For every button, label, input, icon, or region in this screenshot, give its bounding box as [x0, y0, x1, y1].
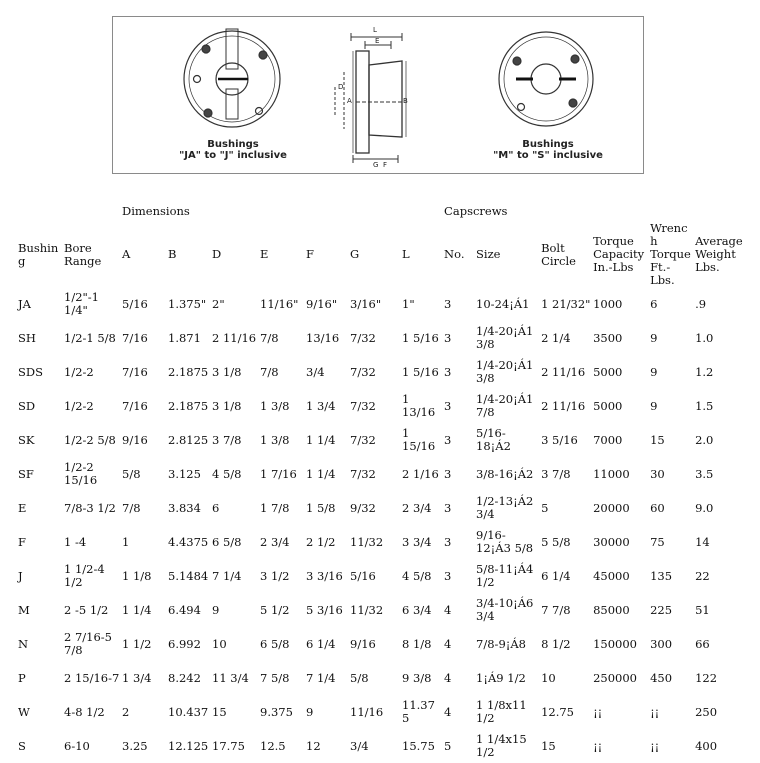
- cell-bore-range: 1 1/2-4 1/2: [64, 562, 105, 589]
- cell-size: 3/4-10¡Á6 3/4: [476, 596, 534, 623]
- cell-bushing: S: [18, 738, 26, 753]
- cell-e: 6 5/8: [260, 636, 290, 651]
- table-row: [16, 423, 756, 457]
- table-row: [16, 287, 756, 321]
- group-header-row: [16, 200, 756, 222]
- cell-bushing: W: [18, 704, 30, 719]
- cell-bore-range: 4-8 1/2: [64, 704, 105, 719]
- cell-f: 1 1/4: [306, 432, 336, 447]
- cell-d: 11 3/4: [212, 670, 249, 685]
- cell-bolt-circle: 8 1/2: [541, 636, 571, 651]
- bushing-front-view-ja-j: [184, 29, 280, 127]
- cell-wrench-torque: 135: [650, 568, 673, 583]
- cell-bore-range: 1/2-2 5/8: [64, 432, 116, 447]
- cell-bolt-circle: 2 1/4: [541, 330, 571, 345]
- cell-b: 10.437: [168, 704, 209, 719]
- cell-l: 3 3/4: [402, 534, 432, 549]
- cell-size: 3/8-16¡Á2: [476, 466, 534, 481]
- cell-no: 3: [444, 466, 452, 481]
- cell-b: 2.1875: [168, 398, 209, 413]
- cell-torque-capacity: 1000: [593, 296, 623, 311]
- header-e: E: [260, 247, 269, 261]
- cell-a: 1 1/8: [122, 568, 152, 583]
- cell-f: 7 1/4: [306, 670, 336, 685]
- cell-torque-capacity: 250000: [593, 670, 637, 685]
- table-row: [16, 559, 756, 593]
- cell-b: 6.992: [168, 636, 201, 651]
- cell-bolt-circle: 12.75: [541, 704, 574, 719]
- cell-g: 7/32: [350, 466, 376, 481]
- table-row: [16, 491, 756, 525]
- header-a: A: [122, 247, 131, 261]
- cell-wrench-torque: 75: [650, 534, 665, 549]
- cell-wrench-torque: 9: [650, 364, 658, 379]
- cell-torque-capacity: 11000: [593, 466, 630, 481]
- column-header-row: [16, 222, 756, 287]
- header-average-weight: Average Weight Lbs.: [695, 234, 743, 274]
- cell-f: 12: [306, 738, 321, 753]
- dim-letter-l: L: [373, 26, 377, 34]
- bushing-spec-table: [16, 200, 756, 763]
- cell-no: 4: [444, 704, 452, 719]
- cell-f: 1 1/4: [306, 466, 336, 481]
- cell-bolt-circle: 3 7/8: [541, 466, 571, 481]
- header-f: F: [306, 247, 314, 261]
- cell-g: 3/4: [350, 738, 369, 753]
- cell-e: 1 7/8: [260, 500, 290, 515]
- cell-bore-range: 1 -4: [64, 534, 87, 549]
- cell-g: 11/16: [350, 704, 384, 719]
- cell-bushing: SH: [18, 330, 36, 345]
- cell-g: 5/16: [350, 568, 376, 583]
- cell-no: 3: [444, 568, 452, 583]
- cell-f: 2 1/2: [306, 534, 336, 549]
- cell-a: 3.25: [122, 738, 148, 753]
- cell-l: 4 5/8: [402, 568, 432, 583]
- cell-d: 6: [212, 500, 220, 515]
- cell-bolt-circle: 15: [541, 738, 556, 753]
- cell-wrench-torque: 300: [650, 636, 673, 651]
- header-d: D: [212, 247, 222, 261]
- table-row: [16, 729, 756, 763]
- cell-no: 3: [444, 364, 452, 379]
- cell-average-weight: 1.2: [695, 364, 714, 379]
- cell-no: 3: [444, 500, 452, 515]
- header-bushing: Bushing: [18, 240, 59, 268]
- cell-bolt-circle: 6 1/4: [541, 568, 571, 583]
- cell-wrench-torque: 6: [650, 296, 658, 311]
- cell-bore-range: 1/2-1 5/8: [64, 330, 116, 345]
- right-caption-title: Bushings: [522, 139, 574, 150]
- cell-size: 1/4-20¡Á1 7/8: [476, 392, 534, 419]
- cell-f: 1 3/4: [306, 398, 336, 413]
- cell-e: 3 1/2: [260, 568, 290, 583]
- cell-no: 4: [444, 636, 452, 651]
- cell-size: 1 1/4x15 1/2: [476, 732, 527, 759]
- cell-wrench-torque: 15: [650, 432, 665, 447]
- cell-e: 5 1/2: [260, 602, 290, 617]
- cell-no: 3: [444, 330, 452, 345]
- cell-average-weight: 66: [695, 636, 710, 651]
- cell-average-weight: 3.5: [695, 466, 714, 481]
- cell-torque-capacity: 5000: [593, 398, 623, 413]
- cell-bushing: SK: [18, 432, 35, 447]
- cell-l: 1": [402, 296, 415, 311]
- cell-d: 7 1/4: [212, 568, 242, 583]
- group-header-capscrews: Capscrews: [444, 203, 508, 218]
- cell-bushing: F: [18, 534, 26, 549]
- cell-e: 1 7/16: [260, 466, 297, 481]
- cell-no: 3: [444, 398, 452, 413]
- cell-size: 1/2-13¡Á2 3/4: [476, 494, 534, 521]
- cell-no: 3: [444, 296, 452, 311]
- cell-torque-capacity: 30000: [593, 534, 630, 549]
- cell-torque-capacity: 85000: [593, 602, 630, 617]
- cell-g: 7/32: [350, 364, 376, 379]
- cell-bore-range: 7/8-3 1/2: [64, 500, 116, 515]
- cell-b: 3.125: [168, 466, 201, 481]
- cell-no: 3: [444, 432, 452, 447]
- cell-size: 5/8-11¡Á4 1/2: [476, 562, 534, 589]
- header-torque-capacity: Torque Capacity In.-Lbs: [593, 234, 645, 274]
- cell-bushing: M: [18, 602, 30, 617]
- cell-e: 11/16": [260, 296, 299, 311]
- cell-bore-range: 1/2"-1 1/4": [64, 290, 99, 317]
- left-caption-title: Bushings: [207, 139, 259, 150]
- cell-d: 2": [212, 296, 225, 311]
- cell-b: 1.871: [168, 330, 201, 345]
- cell-b: 8.242: [168, 670, 201, 685]
- cell-bushing: SF: [18, 466, 34, 481]
- table-row: [16, 457, 756, 491]
- cell-size: 1 1/8x11 1/2: [476, 698, 527, 725]
- header-bore-range: Bore Range: [64, 240, 102, 268]
- cell-a: 2: [122, 704, 130, 719]
- cell-size: 1/4-20¡Á1 3/8: [476, 358, 534, 385]
- cell-l: 1 5/16: [402, 330, 439, 345]
- cell-average-weight: 51: [695, 602, 710, 617]
- cell-f: 13/16: [306, 330, 340, 345]
- cell-f: 9/16": [306, 296, 338, 311]
- cell-f: 1 5/8: [306, 500, 336, 515]
- table-row: [16, 321, 756, 355]
- cell-b: 5.1484: [168, 568, 209, 583]
- header-no: No.: [444, 247, 465, 261]
- cell-g: 9/16: [350, 636, 376, 651]
- cell-average-weight: 1.5: [695, 398, 714, 413]
- cell-l: 15.75: [402, 738, 435, 753]
- cell-d: 4 5/8: [212, 466, 242, 481]
- dim-letter-d: D: [338, 83, 344, 91]
- cell-bore-range: 6-10: [64, 738, 90, 753]
- cell-torque-capacity: 150000: [593, 636, 637, 651]
- right-caption: [478, 139, 618, 161]
- cell-bolt-circle: 2 11/16: [541, 398, 586, 413]
- cell-g: 11/32: [350, 534, 384, 549]
- cell-bolt-circle: 7 7/8: [541, 602, 571, 617]
- cell-g: 7/32: [350, 398, 376, 413]
- cell-bushing: SD: [18, 398, 36, 413]
- cell-wrench-torque: 30: [650, 466, 665, 481]
- cell-average-weight: 122: [695, 670, 718, 685]
- cell-bore-range: 1/2-2: [64, 364, 94, 379]
- cell-l: 2 1/16: [402, 466, 439, 481]
- cell-torque-capacity: 20000: [593, 500, 630, 515]
- cell-bushing: P: [18, 670, 26, 685]
- cell-a: 1 1/2: [122, 636, 152, 651]
- header-g: G: [350, 247, 360, 261]
- cell-average-weight: 14: [695, 534, 710, 549]
- cell-d: 2 11/16: [212, 330, 257, 345]
- cell-d: 10: [212, 636, 227, 651]
- cell-a: 7/16: [122, 398, 148, 413]
- cell-bore-range: 1/2-2 15/16: [64, 460, 98, 487]
- cell-d: 3 1/8: [212, 364, 242, 379]
- bushing-front-view-m-s: [499, 32, 593, 126]
- cell-wrench-torque: 9: [650, 398, 658, 413]
- dim-letter-f: F: [383, 161, 388, 169]
- cell-size: 1¡Á9 1/2: [476, 670, 526, 685]
- cell-f: 5 3/16: [306, 602, 343, 617]
- cell-g: 7/32: [350, 432, 376, 447]
- cell-d: 3 1/8: [212, 398, 242, 413]
- table-row: [16, 661, 756, 695]
- dim-letter-g: G: [373, 161, 379, 169]
- cell-average-weight: 250: [695, 704, 718, 719]
- cell-average-weight: 2.0: [695, 432, 714, 447]
- header-l: L: [402, 247, 410, 261]
- cell-wrench-torque: 225: [650, 602, 673, 617]
- cell-b: 3.834: [168, 500, 201, 515]
- cell-a: 1 3/4: [122, 670, 152, 685]
- cell-bore-range: 2 15/16-7: [64, 670, 120, 685]
- cell-a: 7/16: [122, 364, 148, 379]
- bushing-drawing-panel: [112, 16, 644, 174]
- cell-a: 1 1/4: [122, 602, 152, 617]
- cell-torque-capacity: 5000: [593, 364, 623, 379]
- header-size: Size: [476, 247, 501, 261]
- cell-d: 3 7/8: [212, 432, 242, 447]
- cell-a: 9/16: [122, 432, 148, 447]
- cell-f: 3 3/16: [306, 568, 343, 583]
- cell-l: 2 3/4: [402, 500, 432, 515]
- right-caption-range: "M" to "S" inclusive: [493, 150, 603, 161]
- cell-average-weight: 400: [695, 738, 718, 753]
- cell-torque-capacity: 45000: [593, 568, 630, 583]
- cell-size: 1/4-20¡Á1 3/8: [476, 324, 534, 351]
- bushing-side-view: [335, 33, 406, 163]
- dim-letter-a: A: [347, 97, 352, 105]
- cell-b: 12.125: [168, 738, 209, 753]
- cell-g: 9/32: [350, 500, 376, 515]
- cell-e: 1 3/8: [260, 432, 290, 447]
- table-row: [16, 695, 756, 729]
- cell-g: 7/32: [350, 330, 376, 345]
- cell-g: 5/8: [350, 670, 369, 685]
- cell-l: 6 3/4: [402, 602, 432, 617]
- cell-no: 5: [444, 738, 452, 753]
- cell-bolt-circle: 5 5/8: [541, 534, 571, 549]
- cell-bushing: SDS: [18, 364, 43, 379]
- cell-torque-capacity: 3500: [593, 330, 623, 345]
- cell-wrench-torque: 450: [650, 670, 673, 685]
- cell-l: 11.375: [402, 698, 435, 725]
- cell-average-weight: 22: [695, 568, 710, 583]
- cell-d: 17.75: [212, 738, 245, 753]
- table-row: [16, 525, 756, 559]
- cell-g: 11/32: [350, 602, 384, 617]
- cell-bolt-circle: 2 11/16: [541, 364, 586, 379]
- cell-b: 2.8125: [168, 432, 209, 447]
- cell-bolt-circle: 5: [541, 500, 549, 515]
- cell-bushing: N: [18, 636, 29, 651]
- cell-a: 5/8: [122, 466, 141, 481]
- cell-b: 6.494: [168, 602, 201, 617]
- cell-g: 3/16": [350, 296, 382, 311]
- table-row: [16, 389, 756, 423]
- cell-size: 5/16-18¡Á2: [476, 426, 511, 453]
- cell-bushing: J: [18, 568, 23, 583]
- cell-no: 4: [444, 670, 452, 685]
- header-b: B: [168, 247, 177, 261]
- cell-torque-capacity: ¡¡: [593, 738, 603, 753]
- cell-l: 1 15/16: [402, 426, 436, 453]
- cell-f: 6 1/4: [306, 636, 336, 651]
- cell-l: 9 3/8: [402, 670, 432, 685]
- cell-size: 9/16-12¡Á3 5/8: [476, 528, 534, 555]
- group-header-dimensions: Dimensions: [122, 203, 190, 218]
- left-caption-range: "JA" to "J" inclusive: [179, 150, 287, 161]
- cell-e: 7 5/8: [260, 670, 290, 685]
- table-row: [16, 627, 756, 661]
- cell-e: 12.5: [260, 738, 286, 753]
- cell-bolt-circle: 1 21/32": [541, 296, 591, 311]
- cell-bolt-circle: 10: [541, 670, 556, 685]
- cell-e: 7/8: [260, 364, 279, 379]
- cell-d: 6 5/8: [212, 534, 242, 549]
- cell-bushing: E: [18, 500, 27, 515]
- cell-bolt-circle: 3 5/16: [541, 432, 578, 447]
- cell-average-weight: .9: [695, 296, 707, 311]
- cell-bushing: JA: [18, 296, 31, 311]
- cell-f: 9: [306, 704, 314, 719]
- cell-l: 1 5/16: [402, 364, 439, 379]
- cell-a: 7/16: [122, 330, 148, 345]
- cell-e: 1 3/8: [260, 398, 290, 413]
- cell-b: 1.375": [168, 296, 207, 311]
- dim-letter-e: E: [375, 37, 380, 45]
- cell-size: 7/8-9¡Á8: [476, 636, 526, 651]
- cell-b: 2.1875: [168, 364, 209, 379]
- cell-wrench-torque: ¡¡: [650, 704, 660, 719]
- header-wrench-torque: Wrench Torque Ft.- Lbs.: [650, 222, 691, 287]
- cell-l: 1 13/16: [402, 392, 436, 419]
- table-row: [16, 355, 756, 389]
- table-row: [16, 593, 756, 627]
- cell-e: 7/8: [260, 330, 279, 345]
- cell-average-weight: 1.0: [695, 330, 714, 345]
- cell-average-weight: 9.0: [695, 500, 714, 515]
- cell-wrench-torque: 9: [650, 330, 658, 345]
- cell-wrench-torque: 60: [650, 500, 665, 515]
- header-bolt-circle: Bolt Circle: [541, 240, 576, 268]
- cell-bore-range: 2 -5 1/2: [64, 602, 109, 617]
- cell-f: 3/4: [306, 364, 325, 379]
- cell-bore-range: 1/2-2: [64, 398, 94, 413]
- cell-l: 8 1/8: [402, 636, 432, 651]
- cell-no: 3: [444, 534, 452, 549]
- cell-d: 15: [212, 704, 227, 719]
- left-caption: [163, 139, 303, 161]
- cell-no: 4: [444, 602, 452, 617]
- dim-letter-b: B: [403, 97, 408, 105]
- cell-e: 9.375: [260, 704, 293, 719]
- cell-wrench-torque: ¡¡: [650, 738, 660, 753]
- cell-d: 9: [212, 602, 220, 617]
- cell-a: 1: [122, 534, 130, 549]
- cell-torque-capacity: 7000: [593, 432, 623, 447]
- cell-b: 4.4375: [168, 534, 209, 549]
- cell-a: 5/16: [122, 296, 148, 311]
- cell-a: 7/8: [122, 500, 141, 515]
- cell-size: 10-24¡Á1: [476, 296, 530, 311]
- cell-bore-range: 2 7/16-5 7/8: [64, 630, 112, 657]
- cell-e: 2 3/4: [260, 534, 290, 549]
- cell-torque-capacity: ¡¡: [593, 704, 603, 719]
